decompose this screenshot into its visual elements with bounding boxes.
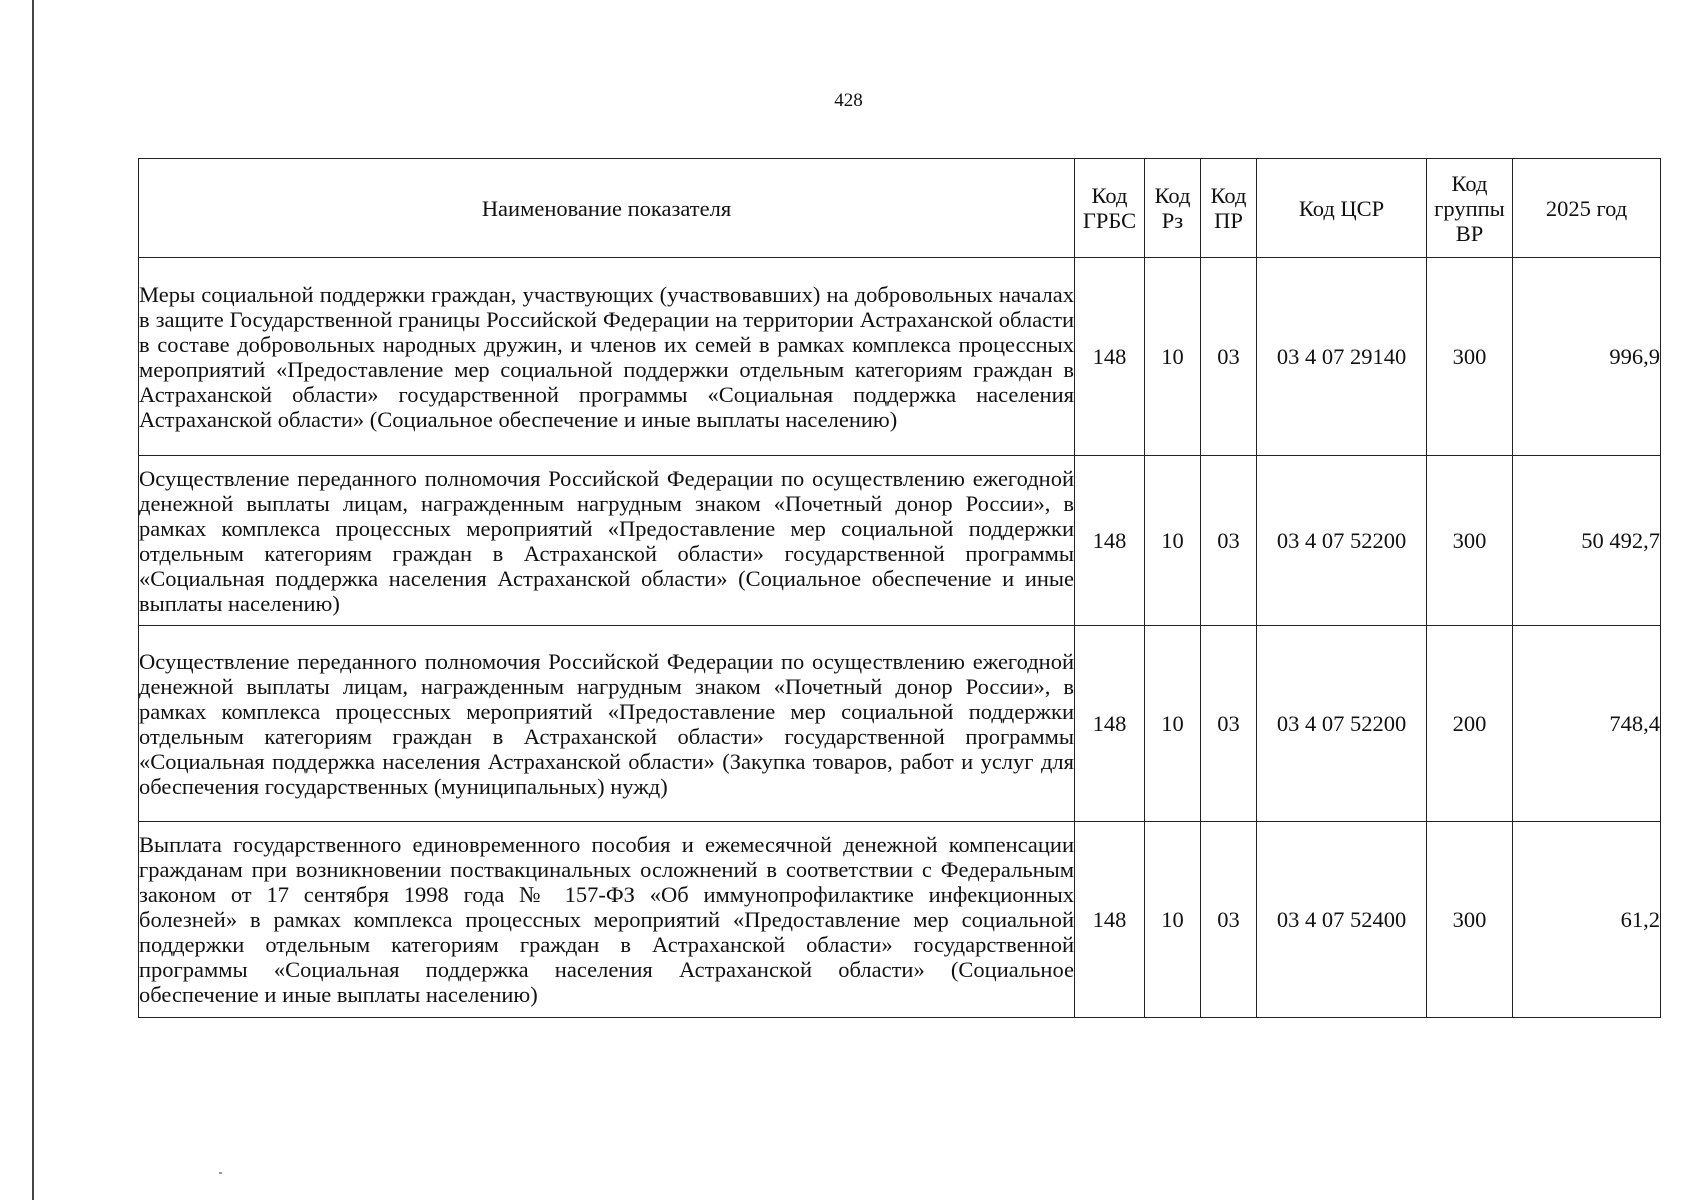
row-amount: 61,2 [1513, 822, 1661, 1018]
row-rz: 10 [1145, 258, 1201, 456]
header-vr: Код группы ВР [1427, 159, 1513, 258]
table-row [139, 258, 1661, 456]
row-csr: 03 4 07 52200 [1257, 456, 1427, 626]
row-vr: 300 [1427, 258, 1513, 456]
row-vr: 200 [1427, 626, 1513, 822]
header-year: 2025 год [1513, 159, 1661, 258]
table-row [139, 456, 1661, 626]
row-grbs: 148 [1075, 822, 1145, 1018]
header-pr: Код ПР [1201, 159, 1257, 258]
table-row [139, 822, 1661, 1018]
row-csr: 03 4 07 52400 [1257, 822, 1427, 1018]
row-csr: 03 4 07 52200 [1257, 626, 1427, 822]
row-rz: 10 [1145, 626, 1201, 822]
row-grbs: 148 [1075, 456, 1145, 626]
row-amount: 748,4 [1513, 626, 1661, 822]
row-csr: 03 4 07 29140 [1257, 258, 1427, 456]
page-number: 428 [834, 90, 863, 111]
scan-speck [219, 1172, 222, 1174]
page-edge-line [32, 0, 34, 1200]
header-name: Наименование показателя [139, 159, 1075, 258]
row-rz: 10 [1145, 822, 1201, 1018]
row-grbs: 148 [1075, 626, 1145, 822]
row-grbs: 148 [1075, 258, 1145, 456]
row-name: Осуществление переданного полномочия Российской Федерации по осуществлению ежегодной денежной выплаты лицам, награжденным нагрудным знаком «Почетный донор России», в рамках комплекса процессных мероприятий «Предоставление мер социальной поддержки отдельным категориям граждан в Астраханской области» государственной программы «Социальная поддержка населения Астраханской области» (Социальное обеспечение и иные выплаты населению) [139, 456, 1075, 626]
row-pr: 03 [1201, 258, 1257, 456]
row-amount: 996,9 [1513, 258, 1661, 456]
table-row [139, 626, 1661, 822]
row-rz: 10 [1145, 456, 1201, 626]
row-pr: 03 [1201, 456, 1257, 626]
row-pr: 03 [1201, 626, 1257, 822]
header-rz: Код Рз [1145, 159, 1201, 258]
row-vr: 300 [1427, 456, 1513, 626]
header-grbs: Код ГРБС [1075, 159, 1145, 258]
table-header-row [139, 159, 1661, 258]
row-pr: 03 [1201, 822, 1257, 1018]
row-vr: 300 [1427, 822, 1513, 1018]
row-name: Меры социальной поддержки граждан, участвующих (участвовавших) на добровольных началах в защите Государственной границы Российской Федерации на территории Астраханской области в составе добровольных народных дружин, и членов их семей в рамках комплекса процессных мероприятий «Предоставление мер социальной поддержки отдельным категориям граждан в Астраханской области» государственной программы «Социальная поддержка населения Астраханской области» (Социальное обеспечение и иные выплаты населению) [139, 258, 1075, 456]
header-csr: Код ЦСР [1257, 159, 1427, 258]
row-amount: 50 492,7 [1513, 456, 1661, 626]
row-name: Осуществление переданного полномочия Российской Федерации по осуществлению ежегодной денежной выплаты лицам, награжденным нагрудным знаком «Почетный донор России», в рамках комплекса процессных мероприятий «Предоставление мер социальной поддержки отдельным категориям граждан в Астраханской области» государственной программы «Социальная поддержка населения Астраханской области» (Закупка товаров, работ и услуг для обеспечения государственных (муниципальных) нужд) [139, 626, 1075, 822]
row-name: Выплата государственного единовременного пособия и ежемесячной денежной компенсации гражданам при возникновении поствакцинальных осложнений в соответствии с Федеральным законом от 17 сентября 1998 года № 157-ФЗ «Об иммунопрофилактике инфекционных болезней» в рамках комплекса процессных мероприятий «Предоставление мер социальной поддержки отдельным категориям граждан в Астраханской области» государственной программы «Социальная поддержка населения Астраханской области» (Социальное обеспечение и иные выплаты населению) [139, 822, 1075, 1018]
budget-table [138, 158, 1661, 1018]
